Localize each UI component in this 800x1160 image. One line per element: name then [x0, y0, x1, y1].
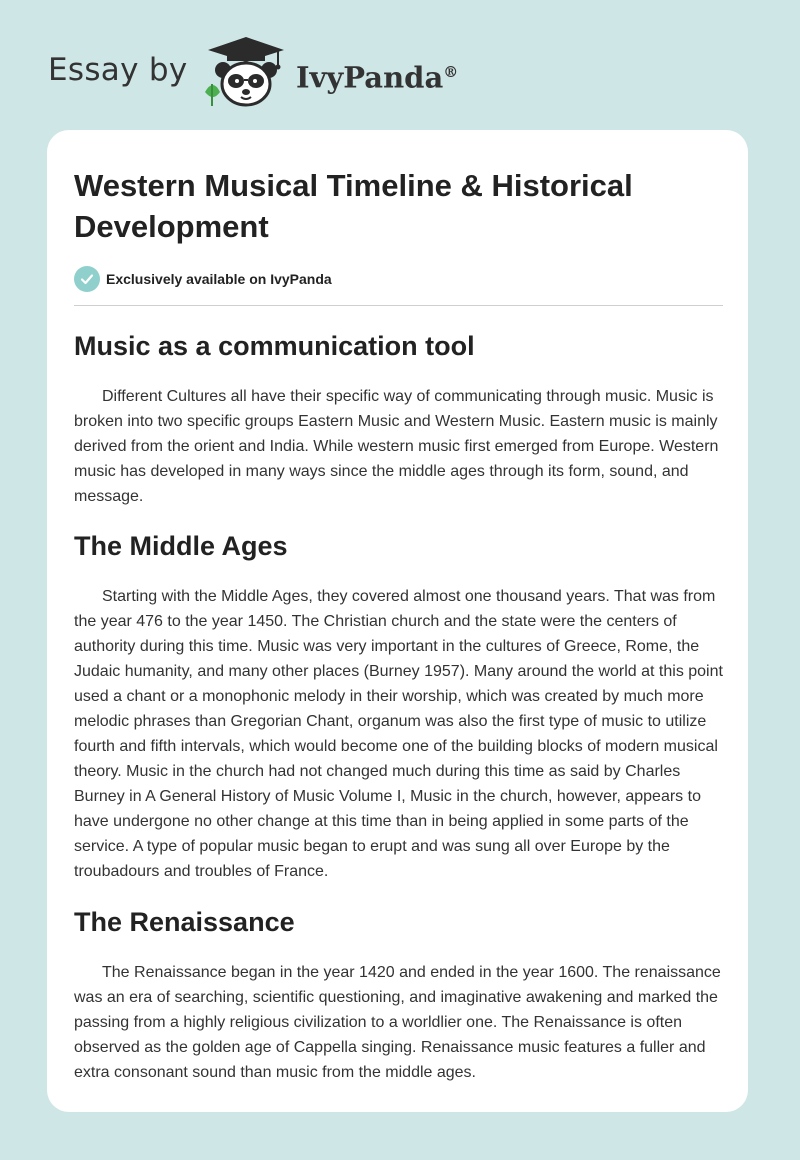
panda-graduate-icon[interactable]: [200, 34, 292, 110]
section-paragraph-communication: Different Cultures all have their specific way of communicating through music. Music is broken into two specific groups Eastern Music and Western Music. Eastern music is mainly derived from the orient and India. While western music first emerged from Europe. Western music has developed in many ways since the middle ages through its form, sound, and message.: [74, 388, 719, 505]
title-divider: [74, 305, 723, 306]
article-title: Western Musical Timeline & Historical Development: [74, 168, 633, 244]
article-card: [47, 130, 748, 1112]
brand-name[interactable]: [296, 54, 458, 96]
site-header: [0, 0, 800, 120]
section-paragraph-middle-ages: Starting with the Middle Ages, they covered almost one thousand years. That was from the year 476 to the year 1450. The Christian church and the state were the centers of authority during this time. Music was very important in the cultures of Greece, Rome, the Judaic humanity, and many other places (Burney 1957). Many around the world at this point used a chant or a monophonic melody in their worship, which was created by much more melodic phrases than Gregorian Chant, organum was also the first type of music to utilize fourth and fifth intervals, which would become one of the building blocks of modern musical theory. Music in the church had not changed much during this time as said by Charles Burney in A General History of Music Volume I, Music in the church, however, appears to have undergone no other change at this time than in being applied in some parts of the service. A type of popular music began to erupt and was sung all over Europe by the troubadours and troubles of France.: [74, 588, 723, 880]
section-heading-communication: Music as a communication tool: [74, 331, 475, 361]
article-content: [74, 165, 723, 1085]
brand-prefix: Essay by: [48, 52, 188, 88]
section-paragraph-renaissance: The Renaissance began in the year 1420 and ended in the year 1600. The renaissance was an era of searching, scientific questioning, and imaginative awakening and marked the passing from a highly religious civilization to a worldlier one. The Renaissance is often observed as the golden age of Cappella singing. Renaissance music features a fuller and extra consonant sound than music from the middle ages.: [74, 964, 721, 1081]
exclusive-badge: [74, 265, 723, 293]
section-heading-renaissance: The Renaissance: [74, 907, 295, 937]
check-circle-icon: [74, 266, 100, 292]
registered-mark: ®: [443, 63, 459, 81]
brand-name-text: IvyPanda: [296, 60, 444, 95]
section-heading-middle-ages: The Middle Ages: [74, 531, 288, 561]
exclusive-badge-text: Exclusively available on IvyPanda: [106, 271, 332, 287]
